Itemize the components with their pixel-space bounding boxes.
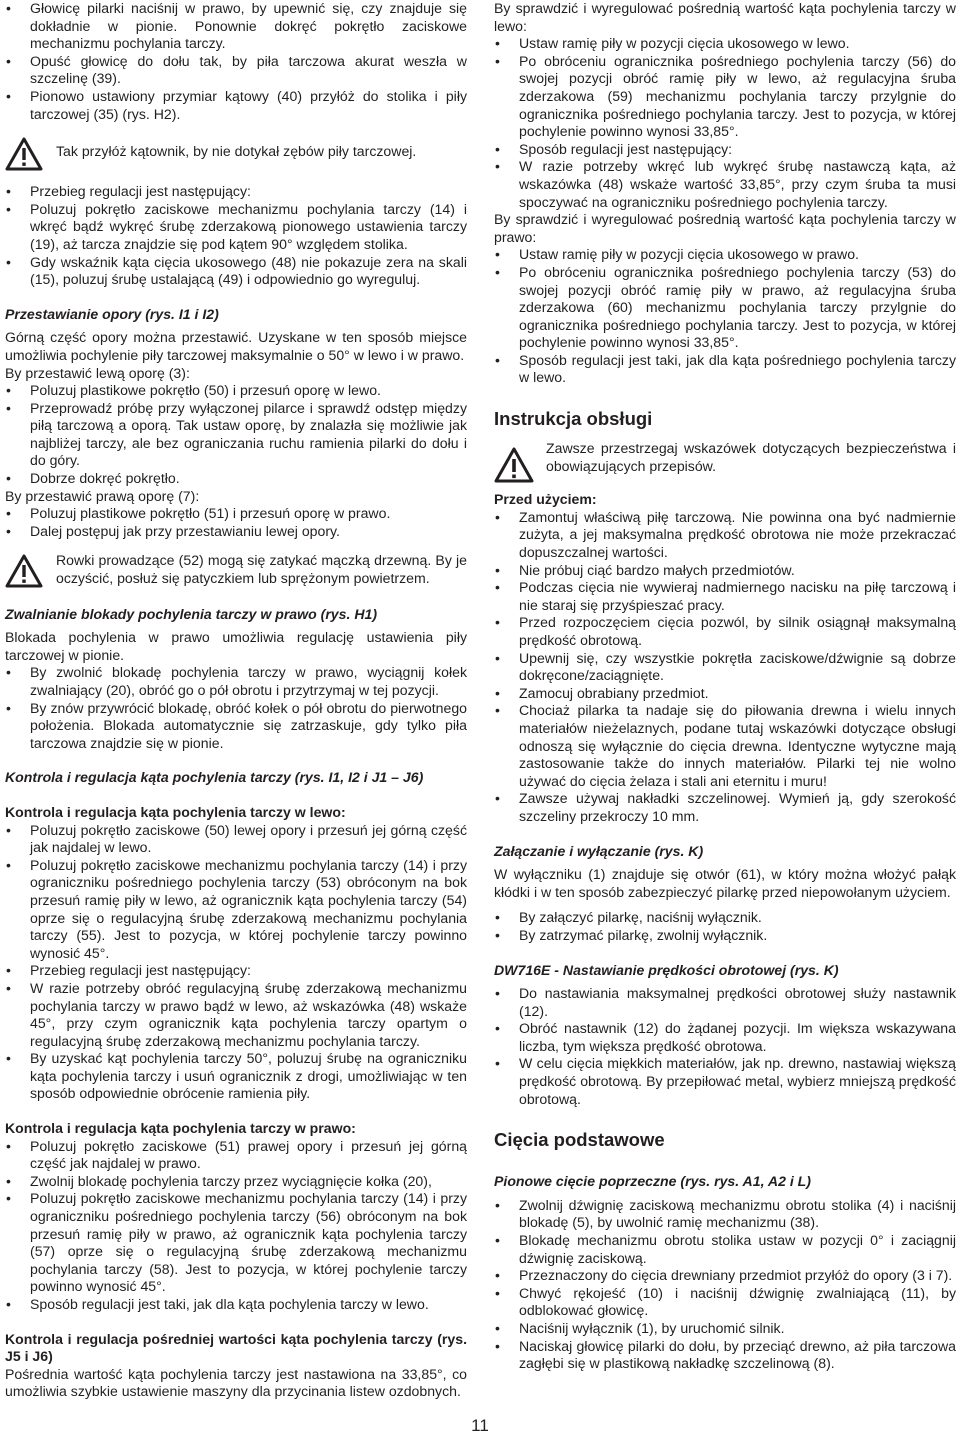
list-item: • Chwyć rękojeść (10) i naciśnij dźwignię zwalniającą (11), by odblokować głowicę. — [494, 1285, 956, 1320]
list-item: • Zwolnij blokadę pochylenia tarczy przez wyciągnięcie kołka (20), — [5, 1173, 467, 1191]
warning-text: Rowki prowadzące (52) mogą się zatykać mączką drzewną. By je oczyścić, posłuż się patyczkiem lub sprężonym powietrzem. — [56, 552, 467, 587]
list-item: • By zatrzymać pilarkę, zwolnij wyłącznik. — [494, 927, 956, 945]
list-item: • Poluzuj pokrętło zaciskowe mechanizmu pochylania tarczy (14) i przy ograniczniku pośredniego pochylenia tarczy (53) obróconym na bok przesuń ramię piły w lewo, aż ogranicznik kąta pochylenia tarczy (54) oprze się o regulacyjną śrubę zderzakową mechanizmu pochylania tarczy (55). Jest to pozycja, w której pochylenie tarczy powinno wynosić 45°. — [5, 857, 467, 963]
warning-icon — [494, 447, 534, 483]
left-column — [5, 0, 467, 1401]
list-left-fence — [5, 382, 467, 488]
list-item: • Przebieg regulacji jest następujący: — [5, 962, 467, 980]
list-item: • Poluzuj plastikowe pokrętło (50) i przesuń oporę w lewo. — [5, 382, 467, 400]
list-item: • Poluzuj pokrętło zaciskowe (51) prawej opory i przesuń jej górną część jak najdalej w prawo. — [5, 1138, 467, 1173]
list-switching — [494, 909, 956, 944]
list-item: • Obróć nastawnik (12) do żądanej pozycji. Im większa wskazywana liczba, tym większa prędkość obrotowa. — [494, 1020, 956, 1055]
heading-intermediate-bevel: Kontrola i regulacja pośredniej wartości kąta pochylenia tarczy (rys. J5 i J6) — [5, 1330, 467, 1365]
list-item: • By uzyskać kąt pochylenia tarczy 50°, poluzuj śrubę na ograniczniku kąta pochylenia tarczy i usuń ogranicznik z drogi, umożliwiając w ten sposób odpowiednie obrócenie ramienia piły. — [5, 1050, 467, 1103]
list-item: • Opuść głowicę do dołu tak, by piła tarczowa akurat weszła w szczelinę (39). — [5, 53, 467, 88]
list-item: • Ustaw ramię piły w pozycji cięcia ukosowego w prawo. — [494, 246, 956, 264]
list-item: • Dobrze dokręć pokrętło. — [5, 470, 467, 488]
list-item: • By załączyć pilarkę, naciśnij wyłącznik. — [494, 909, 956, 927]
list-bevel-lock — [5, 664, 467, 752]
list-item: • By znów przywrócić blokadę, obróć kołek o pół obrotu do pierwotnego położenia. Blokada automatycznie się zatrzaskuje, gdy tylko piła tarczowa znajdzie się w pionie. — [5, 700, 467, 753]
warning-safety — [494, 440, 956, 475]
list-adjust-90 — [5, 183, 467, 289]
heading-bevel-lock: Zwalnianie blokady pochylenia tarczy w prawo (rys. H1) — [5, 605, 378, 622]
list-item: • W razie potrzeby wkręć lub wykręć śrubę nastawczą kąta, aż wskazówka (48) wskaże wartość 33,85°, przy czym śruba ta musi spoczywać na ograniczniku pośredniego pochylenia tarczy. — [494, 158, 956, 211]
list-item: • Nie próbuj ciąć bardzo małych przedmiotów. — [494, 562, 956, 580]
list-item: • Podczas cięcia nie wywieraj nadmiernego nacisku na piłę tarczową i nie staraj się przyśpieszać pracy. — [494, 579, 956, 614]
list-item: • Dalej postępuj jak przy przestawianiu lewej opory. — [5, 523, 467, 541]
list-item: • Głowicę pilarki naciśnij w prawo, by upewnić się, czy znajduje się dokładnie w pionie. Ponownie dokręć pokrętło zaciskowe mechanizmu pochylania tarczy. — [5, 0, 467, 53]
right-column — [494, 0, 956, 1373]
list-blade-check — [5, 0, 467, 123]
list-right-fence — [5, 505, 467, 540]
list-item: • Zamocuj obrabiany przedmiot. — [494, 685, 956, 703]
list-item: • Sposób regulacji jest taki, jak dla kąta pochylenia tarczy w lewo. — [5, 1296, 467, 1314]
list-item: • Pionowo ustawiony przymiar kątowy (40) przyłóż do stolika i piły tarczowej (35) (rys. H2). — [5, 88, 467, 123]
list-item: • By zwolnić blokadę pochylenia tarczy w prawo, wyciągnij kołek zwalniający (20), obróć go o pół obrotu i przytrzymaj w tej pozycji. — [5, 664, 467, 699]
list-item: • Zwolnij dźwignię zaciskową mechanizmu obrotu stolika (4) i naciśnij blokadę (5), by uwolnić ramię mechanizmu (38). — [494, 1197, 956, 1232]
list-item: • W razie potrzeby obróć regulacyjną śrubę zderzakową mechanizmu pochylania tarczy w prawo bądź w lewo, aż wskazówka (48) wskaże 45°, przy czym ogranicznik kąta pochylenia tarczy opartym o regulacyjną śrubę zderzakową mechanizmu pochylania tarczy. — [5, 980, 467, 1050]
warning-grooves — [5, 552, 467, 587]
para-left-fence: By przestawić lewą oporę (3): — [5, 364, 190, 381]
list-item: • Przebieg regulacji jest następujący: — [5, 183, 467, 201]
heading-bevel-check: Kontrola i regulacja kąta pochylenia tarczy (rys. I1, I2 i J1 – J6) — [5, 769, 424, 786]
heading-dw716e-speed: DW716E - Nastawianie prędkości obrotowej (rys. K) — [494, 961, 839, 978]
heading-switching: Załączanie i wyłączanie (rys. K) — [494, 842, 704, 859]
heading-before-use: Przed użyciem: — [494, 491, 597, 508]
list-item: • Sposób regulacji jest następujący: — [494, 141, 956, 159]
list-item: • Zawsze używaj nakładki szczelinowej. Wymień ją, gdy szerokość szczeliny przekroczy 10 mm. — [494, 790, 956, 825]
list-item: • Naciśnij wyłącznik (1), by uruchomić silnik. — [494, 1320, 956, 1338]
list-item: • Poluzuj pokrętło zaciskowe mechanizmu pochylania tarczy (14) i wkręć bądź wykręć śrubę zderzakową pionowego ustawienia tarczy (19), aż tarcza znajdzie się pod kątem 90° względem stolika. — [5, 201, 467, 254]
heading-operating-instructions: Instrukcja obsługi — [494, 408, 653, 430]
list-before-use — [494, 509, 956, 826]
list-item: • Zamontuj właściwą piłę tarczową. Nie powinna ona być nadmiernie zużyta, a jej maksymalna prędkość obrotowa nie może przekraczać dopuszczalnej wartości. — [494, 509, 956, 562]
list-item: • Naciskaj głowicę pilarki do dołu, by przeciąć drewno, aż piła tarczowa zagłębi się w plastikową nakładkę szczelinową (8). — [494, 1338, 956, 1373]
list-item: • Przeznaczony do cięcia drewniany przedmiot przyłóż do opory (3 i 7). — [494, 1267, 956, 1285]
warning-text: Tak przyłóż kątownik, by nie dotykał zębów piły tarczowej. — [56, 143, 417, 160]
heading-bevel-right: Kontrola i regulacja kąta pochylenia tarczy w prawo: — [5, 1120, 356, 1137]
list-bevel-right — [5, 1138, 467, 1314]
warning-icon — [5, 137, 43, 171]
warning-angle-square — [5, 135, 467, 173]
list-item: • Gdy wskaźnik kąta cięcia ukosowego (48) nie pokazuje zera na skali (15), poluzuj śrubę ustalającą (49) i odpowiednio go wyreguluj. — [5, 254, 467, 289]
list-item: • Ustaw ramię piły w pozycji cięcia ukosowego w lewo. — [494, 35, 956, 53]
list-item: • Przeprowadź próbę przy wyłączonej pilarce i sprawdź odstęp między piłą tarczową a oporą. Tak ustaw oporę, by znalazła się możliwie jak najbliżej tarczy, ale bez ograniczania ruchu ramienia pilarki do dołu i do góry. — [5, 400, 467, 470]
para-fence: Górną część opory można przestawić. Uzyskane w ten sposób miejsce umożliwia pochylenie piły tarczowej maksymalnie o 50° w lewo i w prawo. — [5, 329, 467, 363]
list-item: • Poluzuj plastikowe pokrętło (51) i przesuń oporę w prawo. — [5, 505, 467, 523]
list-item: • W celu cięcia miękkich materiałów, jak np. drewno, nastawiaj większą prędkość obrotową. By przepiłować metal, wybierz mniejszą prędkość obrotową. — [494, 1055, 956, 1108]
list-item: • Do nastawiania maksymalnej prędkości obrotowej służy nastawnik (12). — [494, 985, 956, 1020]
list-item: • Przed rozpoczęciem cięcia pozwól, by silnik osiągnął maksymalną prędkość obrotową. — [494, 614, 956, 649]
list-vertical-cross-cut — [494, 1197, 956, 1373]
heading-vertical-cross-cut: Pionowe cięcie poprzeczne (rys. rys. A1, A2 i L) — [494, 1173, 811, 1190]
list-item: • Sposób regulacji jest taki, jak dla kąta pośredniego pochylenia tarczy w lewo. — [494, 352, 956, 387]
warning-icon — [5, 554, 43, 588]
para-right-fence: By przestawić prawą oporę (7): — [5, 487, 200, 504]
list-check-left — [494, 35, 956, 211]
list-item: • Blokadę mechanizmu obrotu stolika ustaw w pozycji 0° i zaciągnij dźwignię zaciskową. — [494, 1232, 956, 1267]
para-switching: W wyłączniku (1) znajduje się otwór (61), w który można włożyć pałąk kłódki i w ten sposób zabezpieczyć pilarkę przed niepowołanym użyciem. — [494, 866, 956, 900]
para-bevel-lock: Blokada pochylenia w prawo umożliwia regulację ustawienia piły tarczowej w pionie. — [5, 629, 467, 663]
heading-basic-cuts: Cięcia podstawowe — [494, 1129, 665, 1151]
heading-bevel-left: Kontrola i regulacja kąta pochylenia tarczy w lewo: — [5, 803, 346, 820]
page-number: 11 — [471, 1416, 489, 1435]
para-check-right: By sprawdzić i wyregulować pośrednią wartość kąta pochylenia tarczy w prawo: — [494, 211, 956, 245]
list-item: • Po obróceniu ogranicznika pośredniego pochylenia tarczy (53) do swojej pozycji obróć ramię piły w prawo, aż regulacyjna śruba zderzakowa (60) mechanizmu pochylania tarczy przylgnie do ogranicznika pośredniego pochylania tarczy. Jest to pozycja, w której pochylenie powinno wynosi 33,85°. — [494, 264, 956, 352]
list-item: • Poluzuj pokrętło zaciskowe (50) lewej opory i przesuń jej górną część jak najdalej w lewo. — [5, 822, 467, 857]
warning-text: Zawsze przestrzegaj wskazówek dotyczących bezpieczeństwa i obowiązujących przepisów. — [546, 440, 956, 474]
list-item: • Po obróceniu ogranicznika pośredniego pochylenia tarczy (56) do swojej pozycji obróć ramię piły w lewo, aż regulacyjna śruba zderzakowa (59) mechanizmu pochylania tarczy przylgnie do ogranicznika pośredniego pochylania tarczy. Jest to pozycja, w której pochylenie powinno wynosi 33,85°. — [494, 53, 956, 141]
para-intermediate-bevel: Pośrednia wartość kąta pochylenia tarczy jest nastawiona na 33,85°, co umożliwia szybkie ustawienie maszyny dla przycinania listew ozdobnych. — [5, 1365, 467, 1400]
list-item: • Poluzuj pokrętło zaciskowe mechanizmu pochylania tarczy (14) i przy ograniczniku pośredniego pochylenia tarczy (56) obróconym na bok przesuń ramię piły w prawo, aż ogranicznik kąta pochylenia tarczy (57) oprze się o regulacyjną śrubę zderzakową mechanizmu pochylania tarczy (58). Jest to pozycja, w której pochylenie tarczy powinno wynosić 45°. — [5, 1190, 467, 1296]
list-item: • Chociaż pilarka ta nadaje się do piłowania drewna i wielu innych materiałów nieżelaznych, podane tutaj wskazówki dotyczące obsługi odnoszą się wyłącznie do cięcia drewna. Identyczne wytyczne mają zastosowanie także do innych materiałów. Pilarki tej nie wolno używać do cięcia żelaza i stali ani eternitu i muru! — [494, 702, 956, 790]
list-bevel-left — [5, 822, 467, 1104]
para-check-left: By sprawdzić i wyregulować pośrednią wartość kąta pochylenia tarczy w lewo: — [494, 0, 956, 34]
list-dw716e-speed — [494, 985, 956, 1108]
list-check-right — [494, 246, 956, 387]
heading-fence-adjust: Przestawianie opory (rys. I1 i I2) — [5, 305, 219, 322]
list-item: • Upewnij się, czy wszystkie pokrętła zaciskowe/dźwignie są dobrze dokręcone/zaciągnięte. — [494, 650, 956, 685]
